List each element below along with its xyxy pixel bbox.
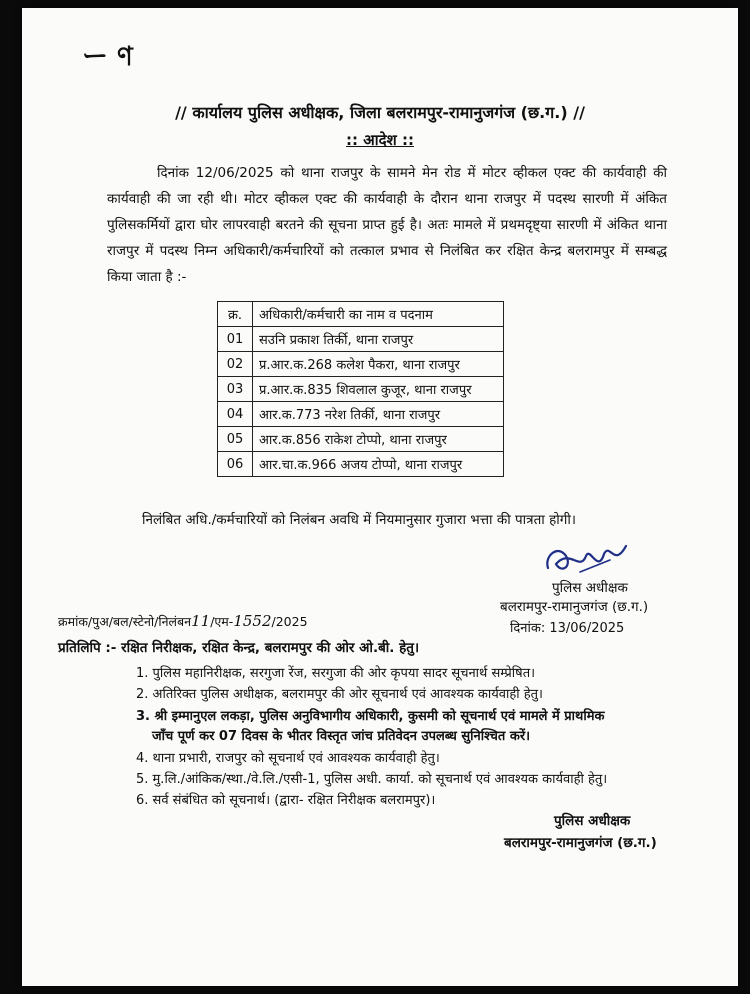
date-value: 13/06/2025 bbox=[549, 621, 625, 636]
serial-cell: 04 bbox=[218, 402, 253, 427]
header-name-designation: अधिकारी/कर्मचारी का नाम व पदनाम bbox=[253, 302, 504, 327]
name-cell: प्र.आर.क.835 शिवलाल कुजूर, थाना राजपुर bbox=[253, 377, 504, 402]
serial-cell: 03 bbox=[218, 377, 253, 402]
name-cell: आर.क.856 राकेश टोप्पो, थाना राजपुर bbox=[253, 427, 504, 452]
table-row bbox=[218, 427, 504, 452]
header-serial: क्र. bbox=[218, 302, 253, 327]
signatory-title: पुलिस अधीक्षक bbox=[552, 580, 628, 596]
table-row bbox=[218, 352, 504, 377]
order-body-paragraph: दिनांक 12/06/2025 को थाना राजपुर के सामने मेन रोड में मोटर व्हीकल एक्ट की कार्यवाही की कार्यवाही की जा रही थी। मोटर व्हीकल एक्ट की कार्यवाही के दौरान थाना राजपुर में पदस्थ सारणी में अंकित पुलिसकर्मियों द्वारा घोर लापरवाही बरतने की सूचना प्राप्त हुई है। अतः मामले में प्रथमदृष्ट्या सारणी में अंकित थाना राजपुर में पदस्थ निम्न अधिकारी/कर्मचारियों को तत्काल प्रभाव से निलंबित कर रक्षित केन्द्र बलरामपुर में सम्बद्ध किया जाता है :- bbox=[107, 165, 667, 285]
handwritten-mark: ー ণ bbox=[82, 42, 133, 72]
reference-suffix: /2025 bbox=[271, 614, 308, 629]
serial-cell: 02 bbox=[218, 352, 253, 377]
signatory-district-bottom: बलरामपुर-रामानुजगंज (छ.ग.) bbox=[504, 835, 657, 851]
reference-prefix: क्रमांक/पुअ/बल/स्टेनो/निलंबन bbox=[58, 614, 192, 629]
serial-cell: 06 bbox=[218, 452, 253, 477]
reference-handwritten-number: 1552 bbox=[233, 612, 272, 630]
copy-item: 4. थाना प्रभारी, राजपुर को सूचनार्थ एवं आवश्यक कार्यवाही हेतु। bbox=[136, 751, 440, 766]
reference-handwritten-number: 11 bbox=[191, 612, 211, 630]
table-row bbox=[218, 452, 504, 477]
name-cell: सउनि प्रकाश तिर्की, थाना राजपुर bbox=[253, 327, 504, 352]
copy-to-label: प्रतिलिपि :- रक्षित निरीक्षक, रक्षित केन्द्र, बलरामपुर की ओर ओ.बी. हेतु। bbox=[58, 640, 420, 656]
copy-item: 2. अतिरिक्त पुलिस अधीक्षक, बलरामपुर की ओर सूचनार्थ एवं आवश्यक कार्यवाही हेतु। bbox=[136, 687, 543, 702]
copy-item: 3. श्री इम्मानुएल लकड़ा, पुलिस अनुविभागीय अधिकारी, कुसमी को सूचनार्थ एवं मामले में प्राथमिक bbox=[136, 709, 605, 724]
name-cell: प्र.आर.क.268 कलेश पैकरा, थाना राजपुर bbox=[253, 352, 504, 377]
signature-icon bbox=[540, 538, 640, 580]
serial-cell: 01 bbox=[218, 327, 253, 352]
signatory-district: बलरामपुर-रामानुजगंज (छ.ग.) bbox=[500, 599, 649, 615]
table-row bbox=[218, 402, 504, 427]
serial-cell: 05 bbox=[218, 427, 253, 452]
copy-item: 5. मु.लि./आंकिक/स्था./वे.लि./एसी-1, पुलिस अधी. कार्या. को सूचनार्थ एवं आवश्यक कार्यवाही हेतु। bbox=[136, 772, 608, 787]
table-row bbox=[218, 377, 504, 402]
table-row bbox=[218, 327, 504, 352]
allowance-note: निलंबित अधि./कर्मचारियों को निलंबन अवधि में नियमानुसार गुजारा भत्ता की पात्रता होगी। bbox=[142, 512, 576, 528]
copy-item-continuation: जाँच पूर्ण कर 07 दिवस के भीतर विस्तृत जांच प्रतिवेदन उपलब्ध सुनिश्चित करें। bbox=[152, 729, 531, 744]
reference-mid: /एम- bbox=[210, 614, 234, 629]
date-label: दिनांक bbox=[510, 621, 541, 636]
suspended-staff-table bbox=[217, 301, 504, 477]
name-cell: आर.क.773 नरेश तिर्की, थाना राजपुर bbox=[253, 402, 504, 427]
signatory-title-bottom: पुलिस अधीक्षक bbox=[554, 813, 631, 829]
table-header-row bbox=[218, 302, 504, 327]
reference-number bbox=[58, 612, 308, 630]
document-page bbox=[22, 8, 738, 986]
copy-item: 6. सर्व संबंधित को सूचनार्थ। (द्वारा- रक्षित निरीक्षक बलरामपुर)। bbox=[136, 793, 436, 808]
order-heading-text: :: आदेश :: bbox=[346, 131, 414, 149]
copy-item: 1. पुलिस महानिरीक्षक, सरगुजा रेंज, सरगुजा की ओर कृपया सादर सूचनार्थ सम्प्रेषित। bbox=[136, 666, 536, 681]
order-heading bbox=[22, 130, 738, 150]
name-cell: आर.चा.क.966 अजय टोप्पो, थाना राजपुर bbox=[253, 452, 504, 477]
issue-date: दिनांक: 13/06/2025 bbox=[510, 621, 625, 636]
office-title: // कार्यालय पुलिस अधीक्षक, जिला बलरामपुर-रामानुजगंज (छ.ग.) // bbox=[175, 103, 585, 122]
